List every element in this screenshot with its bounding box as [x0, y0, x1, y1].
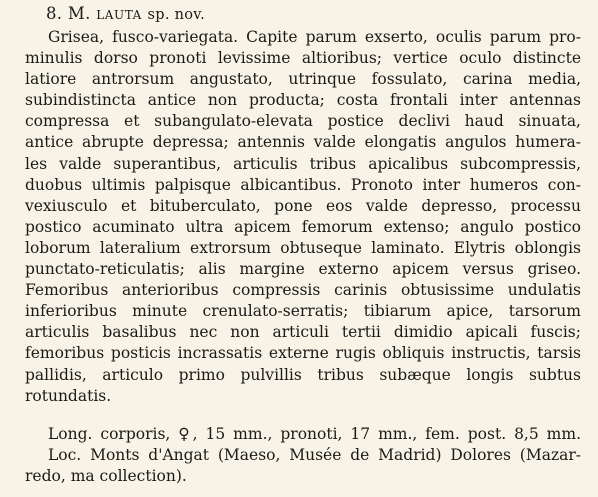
- locality-line: redo, ma collection).: [25, 467, 187, 486]
- description-line: les valde superantibus, articulis tribus apicalibus subcompressis,: [25, 154, 581, 173]
- description-line: postico acuminato ultra apicem femorum extenso; angulo postico: [25, 217, 581, 236]
- genus-abbreviation: M.: [67, 4, 91, 23]
- species-heading: [46, 4, 205, 25]
- description-line: loborum lateralium extrorsum obtuseque laminato. Elytris oblongis: [25, 238, 581, 257]
- description-line: compressa et subangulato-elevata postice declivi haud sinuata,: [25, 112, 581, 131]
- description-line: pallidis, articulo primo pulvillis tribus subæque longis subtus: [25, 365, 581, 384]
- description-line: Grisea, fusco-variegata. Capite parum exserto, oculis parum pro-: [48, 28, 581, 46]
- description-line: inferioribus minute crenulato-serratis; tibiarum apice, tarsorum: [25, 302, 581, 321]
- species-status: sp. nov.: [147, 7, 205, 23]
- description-line: duobus ultimis palpisque albicantibus. Pronoto inter humeros con-: [25, 175, 581, 194]
- description-line: punctato-reticulatis; alis margine externo apicem versus griseo.: [25, 260, 581, 279]
- description-line: subindistincta antice non producta; costa frontali inter antennas: [25, 91, 581, 110]
- species-name: LAUTA: [96, 8, 142, 22]
- species-description: [25, 27, 581, 407]
- description-line: latiore antrorsum angustato, utrinque fossulato, carina media,: [25, 70, 581, 89]
- description-line: antice abrupte depressa; antennis valde elongatis angulos humera-: [25, 133, 581, 152]
- description-line: Femoribus anterioribus compressis carinis obtusissime undulatis: [25, 281, 581, 300]
- locality: [25, 445, 581, 487]
- measurements-line: Long. corporis, ♀, 15 mm., pronoti, 17 mm., fem. post. 8,5 mm.: [48, 425, 581, 443]
- measurements: [25, 424, 581, 445]
- species-number: 8.: [46, 4, 63, 23]
- description-line: rotundatis.: [25, 386, 112, 405]
- locality-line: Loc. Monts d'Angat (Maeso, Musée de Madrid) Dolores (Mazar-: [48, 446, 581, 464]
- description-line: femoribus posticis incrassatis externe rugis obliquis instructis, tarsis: [25, 344, 581, 363]
- description-line: vexiusculo et bituberculato, pone eos valde depresso, processu: [25, 196, 581, 215]
- description-line: minulis dorso pronoti levissime altioribus; vertice oculo distincte: [25, 49, 581, 68]
- description-line: articulis basalibus nec non articuli tertii dimidio apicali fuscis;: [25, 323, 581, 342]
